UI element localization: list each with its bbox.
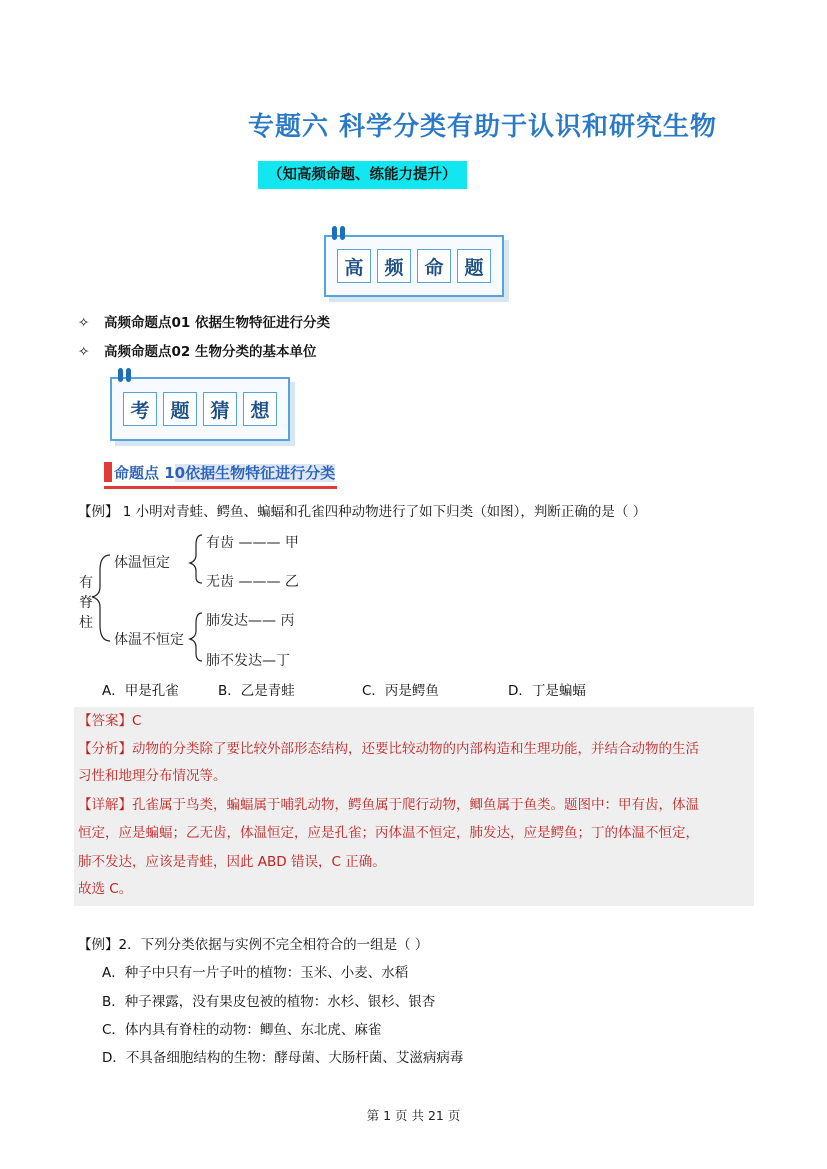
root-char: 柱 <box>79 615 93 631</box>
binder-rings-icon <box>118 367 134 386</box>
topic-point <box>78 340 317 360</box>
q2-option-d: D．不具备细胞结构的生物：酵母菌、大肠杆菌、艾滋病病毒 <box>102 1050 464 1066</box>
detail-line: 【详解】孔雀属于鸟类，蝙蝠属于哺乳动物，鳄鱼属于爬行动物，鲫鱼属于鱼类。题图中：甲有齿，体温 <box>78 797 699 813</box>
detail-line: 肺不发达，应该是青蛙，因此 ABD 错误，C 正确。 <box>78 854 386 870</box>
leaf1-label: 有齿 ——— 甲 <box>206 535 299 551</box>
diamond-star-icon: ✧ <box>78 344 90 360</box>
question-2-stem: 【例】2．下列分类依据与实例不完全相符合的一组是（ ） <box>78 937 429 953</box>
topic-point-text: 高频命题点02 生物分类的基本单位 <box>104 344 317 360</box>
banner-char: 想 <box>243 392 277 426</box>
q2-option-b: B．种子裸露，没有果皮包被的植物：水杉、银杉、银杏 <box>102 994 436 1010</box>
topic-point-text: 高频命题点01 依据生物特征进行分类 <box>104 315 330 331</box>
q1-option-b: B．乙是青蛙 <box>218 683 295 699</box>
page-footer: 第 1 页 共 21 页 <box>366 1108 461 1123</box>
root-label <box>78 573 94 633</box>
leaf3-label: 肺发达—— 丙 <box>206 613 295 629</box>
q1-option-a: A．甲是孔雀 <box>102 683 179 699</box>
section-prefix: 命题点 1 <box>114 464 175 482</box>
banner-char: 命 <box>417 249 451 283</box>
banner-char: 题 <box>457 249 491 283</box>
topic-point <box>78 311 330 331</box>
root-char: 脊 <box>79 595 93 611</box>
q2-option-c: C．体内具有脊柱的动物：鲫鱼、东北虎、麻雀 <box>102 1022 382 1038</box>
detail-line: 恒定，应是蝙蝠；乙无齿，体温恒定，应是孔雀；丙体温不恒定，肺发达，应是鳄鱼；丁的体温不恒定， <box>78 825 699 841</box>
branch1-brace <box>190 535 202 583</box>
subtitle: （知高频命题、练能力提升） <box>258 161 467 189</box>
question-1-stem: 【例】 1 小明对青蛙、鳄鱼、蝙蝠和孔雀四种动物进行了如下归类（如图），判断正确的是（ ） <box>78 504 647 520</box>
root-char: 有 <box>79 575 93 591</box>
leaf4-label: 肺不发达—丁 <box>206 653 290 669</box>
branch2-label: 体温不恒定 <box>114 632 184 648</box>
banner-char: 考 <box>123 392 157 426</box>
leaf2-label: 无齿 ——— 乙 <box>206 574 299 590</box>
analysis-line: 【分析】动物的分类除了要比较外部形态结构，还要比较动物的内部构造和生理功能，并结合动物的生活 <box>78 741 699 757</box>
banner-char: 题 <box>163 392 197 426</box>
diamond-star-icon: ✧ <box>78 315 90 331</box>
q1-option-d: D．丁是蝙蝠 <box>508 683 586 699</box>
high-frequency-banner <box>324 235 504 297</box>
branch1-label: 体温恒定 <box>114 555 170 571</box>
q1-option-c: C．丙是鳄鱼 <box>362 683 439 699</box>
analysis-line: 习性和地理分布情况等。 <box>78 768 227 784</box>
exam-guess-banner <box>110 377 290 441</box>
section-title: 0依据生物特征进行分类 <box>174 464 336 482</box>
conclusion: 故选 C。 <box>78 881 133 897</box>
answer: 【答案】C <box>78 713 142 729</box>
banner-char: 频 <box>377 249 411 283</box>
root-brace <box>92 555 110 641</box>
q2-option-a: A．种子中只有一片子叶的植物：玉米、小麦、水稻 <box>102 965 409 981</box>
section-marker-icon <box>104 462 112 482</box>
binder-rings-icon <box>332 225 348 244</box>
section-heading <box>104 460 337 489</box>
page-title: 专题六 科学分类有助于认识和研究生物 <box>248 112 718 142</box>
banner-char: 猜 <box>203 392 237 426</box>
branch2-brace <box>190 613 202 661</box>
banner-char: 高 <box>337 249 371 283</box>
